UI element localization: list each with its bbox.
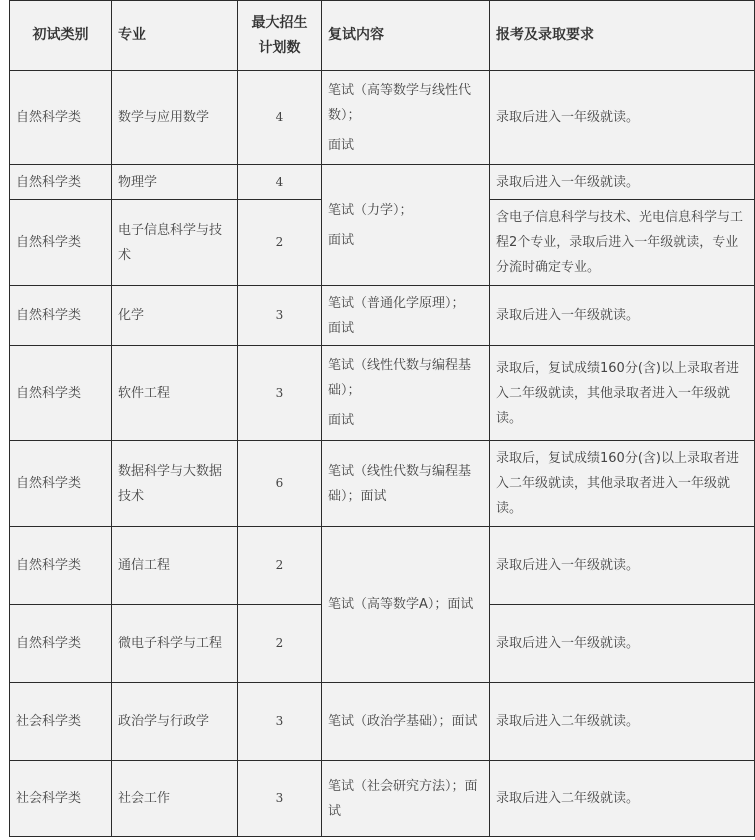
cell-requirement: 录取后，复试成绩160分(含)以上录取者进入二年级就读，其他录取者进入一年级就读。: [490, 346, 755, 441]
retest-line: 面试: [328, 413, 355, 428]
cell-category: 自然科学类: [10, 605, 112, 683]
cell-quota: 2: [238, 527, 322, 605]
cell-major: 通信工程: [112, 527, 238, 605]
header-retest: 复试内容: [322, 1, 490, 71]
table-row: [10, 441, 755, 527]
cell-major: 社会工作: [112, 761, 238, 837]
cell-category: 自然科学类: [10, 441, 112, 527]
retest-line: 笔试（普通化学原理）；: [328, 295, 465, 311]
header-quota-line1: 最大招生: [251, 14, 308, 31]
cell-major: 电子信息科学与技术: [112, 200, 238, 286]
cell-category: 自然科学类: [10, 527, 112, 605]
cell-quota: 4: [238, 71, 322, 165]
cell-retest: 笔试（政治学基础）；面试: [322, 683, 490, 761]
cell-major: 物理学: [112, 165, 238, 200]
cell-category: 社会科学类: [10, 683, 112, 761]
table-row: [10, 527, 755, 605]
cell-major: 数据科学与大数据技术: [112, 441, 238, 527]
cell-retest: [322, 71, 490, 165]
cell-quota: 4: [238, 165, 322, 200]
cell-major: 数学与应用数学: [112, 71, 238, 165]
retest-line: 面试: [328, 137, 355, 153]
cell-major: 政治学与行政学: [112, 683, 238, 761]
cell-quota: 2: [238, 605, 322, 683]
header-category: 初试类别: [10, 1, 112, 71]
cell-retest: [322, 346, 490, 441]
cell-category: 自然科学类: [10, 200, 112, 286]
retest-line: 笔试（线性代数与编程基础）；: [328, 358, 472, 398]
cell-quota: 3: [238, 286, 322, 346]
cell-major: 微电子科学与工程: [112, 605, 238, 683]
cell-major: 软件工程: [112, 346, 238, 441]
table-row: [10, 683, 755, 761]
table-row: [10, 165, 755, 200]
retest-line: 笔试（高等数学与线性代数）；: [328, 82, 472, 123]
header-quota-line2: 计划数: [258, 39, 301, 56]
header-major: 专业: [112, 1, 238, 71]
cell-requirement: 录取后进入一年级就读。: [490, 605, 755, 683]
cell-category: 自然科学类: [10, 286, 112, 346]
cell-quota: 3: [238, 761, 322, 837]
cell-category: 自然科学类: [10, 346, 112, 441]
cell-requirement: 含电子信息科学与技术、光电信息科学与工程2个专业，录取后进入一年级就读，专业分流时确定专业。: [490, 200, 755, 286]
cell-requirement: 录取后，复试成绩160分(含)以上录取者进入二年级就读，其他录取者进入一年级就读。: [490, 441, 755, 527]
table-header-row: [10, 1, 755, 71]
table-row: [10, 346, 755, 441]
admission-table: [9, 0, 755, 837]
header-requirement: 报考及录取要求: [490, 1, 755, 71]
table-row: [10, 286, 755, 346]
table-row: [10, 761, 755, 837]
retest-line: 面试: [328, 320, 355, 336]
header-quota: [238, 1, 322, 71]
cell-quota: 3: [238, 683, 322, 761]
cell-retest: 笔试（线性代数与编程基础）；面试: [322, 441, 490, 527]
cell-category: 自然科学类: [10, 71, 112, 165]
cell-requirement: 录取后进入一年级就读。: [490, 527, 755, 605]
cell-category: 社会科学类: [10, 761, 112, 837]
cell-quota: 6: [238, 441, 322, 527]
cell-major: 化学: [112, 286, 238, 346]
retest-line: 面试: [328, 232, 355, 248]
retest-line: 笔试（力学）；: [328, 202, 413, 218]
cell-quota: 2: [238, 200, 322, 286]
cell-requirement: 录取后进入一年级就读。: [490, 165, 755, 200]
cell-requirement: 录取后进入一年级就读。: [490, 286, 755, 346]
cell-retest: [322, 165, 490, 286]
cell-retest: 笔试（高等数学A）；面试: [322, 527, 490, 683]
cell-category: 自然科学类: [10, 165, 112, 200]
cell-requirement: 录取后进入二年级就读。: [490, 683, 755, 761]
table-row: [10, 71, 755, 165]
cell-quota: 3: [238, 346, 322, 441]
cell-requirement: 录取后进入二年级就读。: [490, 761, 755, 837]
cell-requirement: 录取后进入一年级就读。: [490, 71, 755, 165]
cell-retest: [322, 286, 490, 346]
cell-retest: 笔试（社会研究方法）；面试: [322, 761, 490, 837]
